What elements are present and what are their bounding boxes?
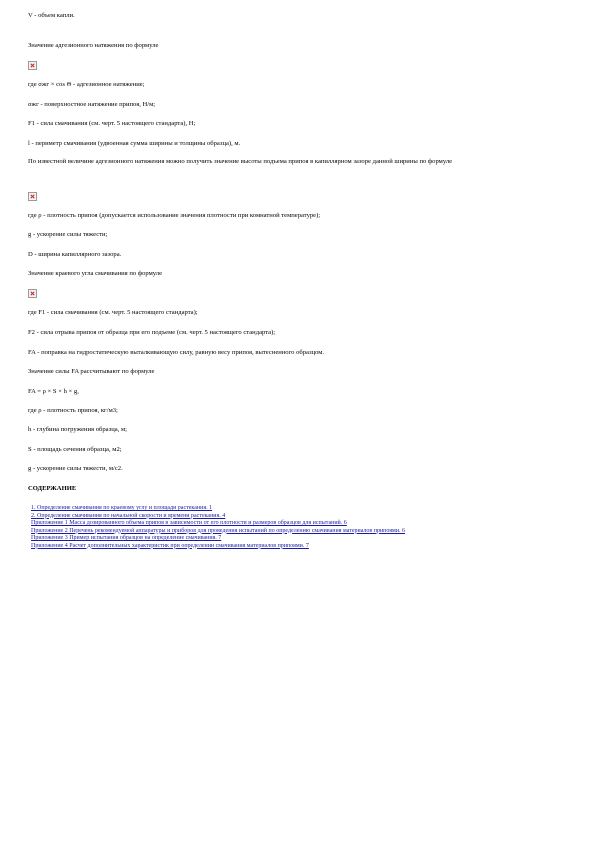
- paragraph-f1-force: [28, 120, 195, 129]
- toc-link-1[interactable]: 1. Определение смачивания по краевому углу и площади растекания. 1: [31, 505, 213, 511]
- toc-link-appendix-1[interactable]: Приложение 1 Масса дозированного объема припоя в зависимости от его плотности и размеров образцов для испытаний. 6: [31, 520, 347, 526]
- paragraph-capillary-height: По известной величине адгезионного натяжения можно получить значение высоты подъема припоя в капиллярном зазоре данной ширины по формуле: [28, 158, 453, 165]
- paragraph-perimeter: l - периметр смачивания (удвоенная сумма ширины и толщины образца), м.: [28, 140, 241, 147]
- toc-list: [31, 505, 571, 550]
- paragraph-fa-correction: FA - поправка на гидростатическую выталкивающую силу, равную весу припоя, вытесненного образцом.: [28, 349, 325, 356]
- paragraph-f2-detach: F2 - сила отрыва припоя от образца при его подъеме (см. черт. 5 настоящего стандарта);: [28, 329, 276, 336]
- formula-image-icon: [28, 61, 37, 70]
- paragraph-section-area: S - площадь сечения образца, м2;: [28, 446, 122, 453]
- paragraph-gap-width: D - ширина капиллярного зазора.: [28, 251, 122, 258]
- paragraph-fa-calc-intro: Значение силы FA рассчитывают по формуле: [28, 368, 155, 375]
- paragraph-density: где ρ - плотность припоя (допускается использование значения плотности при комнатной температуре);: [28, 212, 321, 219]
- toc-title: СОДЕРЖАНИЕ: [28, 485, 77, 492]
- toc-link-appendix-4[interactable]: Приложение 4 Расчет дополнительных характеристик при определении смачивания материалов припоями. 7: [31, 542, 309, 549]
- toc-link-2[interactable]: 2. Определение смачивания по начальной скорости и времени растекания. 4: [31, 512, 226, 519]
- paragraph-adhesion-formula-intro: Значение адгезионного натяжения по формуле: [28, 42, 159, 49]
- paragraph-gravity: g - ускорение силы тяжести;: [28, 231, 108, 238]
- formula-image-icon: [28, 192, 37, 201]
- toc-link-appendix-2[interactable]: Приложение 2 Перечень рекомендуемой аппаратуры и приборов для проведения испытаний по определению смачивания материалов припоями. 6: [31, 527, 406, 534]
- toc-link-appendix-3[interactable]: Приложение 3 Пример испытания образцов на определение смачивания. 7: [31, 535, 222, 541]
- formula-image-icon: [28, 289, 37, 298]
- paragraph-depth: h - глубина погружения образца, м;: [28, 426, 127, 433]
- paragraph-contact-angle-intro: Значение краевого угла смачивания по формуле: [28, 270, 162, 277]
- paragraph-surface-tension: σжг - поверхностное натяжение припоя, Н/м;: [28, 101, 156, 108]
- paragraph-f1-text: F1 - сила смачивания (см. черт. 5 настоящего стандарта), Н;: [28, 120, 196, 127]
- paragraph-f1-wetting: где F1 - сила смачивания (см. черт. 5 настоящего стандарта);: [28, 309, 198, 316]
- paragraph-density-units: где ρ - плотность припоя, кг/м3;: [28, 407, 118, 414]
- paragraph-gravity-units: g - ускорение силы тяжести, м/с2.: [28, 465, 123, 472]
- paragraph-adhesion-def: где σжг × cos Θ - адгезионное натяжение;: [28, 81, 145, 88]
- paragraph-v-volume: V - объем капли.: [28, 12, 75, 19]
- paragraph-fa-formula: FA = ρ × S × h × g,: [28, 388, 79, 395]
